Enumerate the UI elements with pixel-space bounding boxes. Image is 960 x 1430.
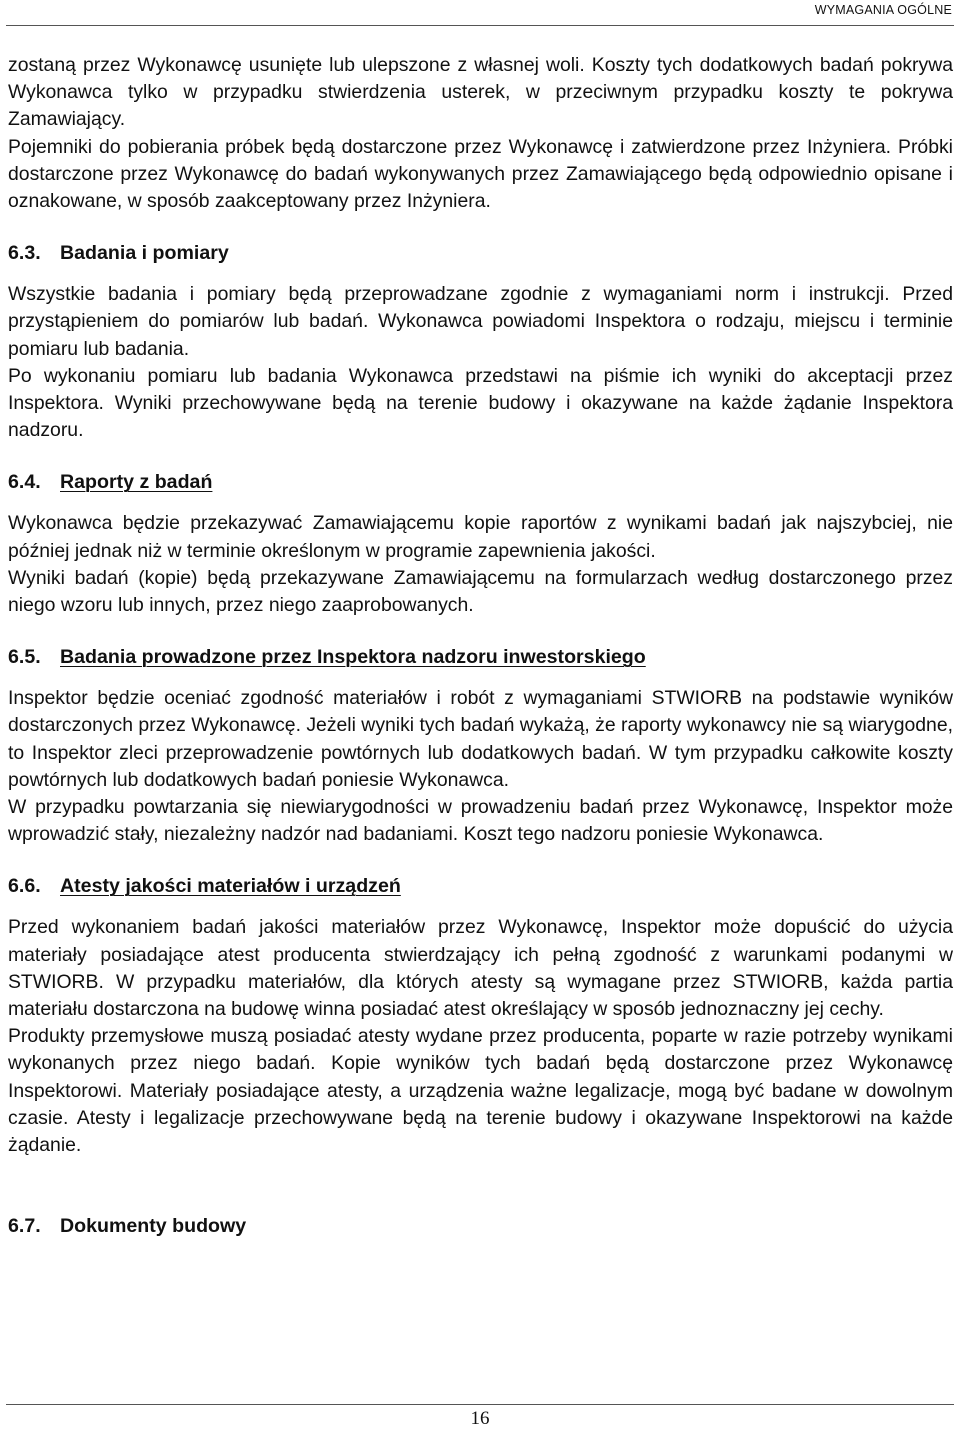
section-number: 6.3. <box>8 242 41 265</box>
section-6-4-paragraph-1: Wykonawca będzie przekazywać Zamawiającemu kopie raportów z wynikami badań jak najszybciej, nie później jednak niż w terminie określonym w programie zapewnienia jakości. <box>8 512 953 562</box>
section-6-5-paragraph-1: Inspektor będzie oceniać zgodność materiałów i robót z wymaganiami STWIORB na podstawie wyników dostarczonych przez Wykonawcę. Jeżeli wyniki tych badań wykażą, że raporty wykonawcy nie są wiarygodne, to Inspektor zleci przeprowadzenie powtórnych lub dodatkowych badań. W tym przypadku całkowite koszty powtórnych lub dodatkowych badań poniesie Wykonawca. <box>8 687 953 791</box>
section-number: 6.4. <box>8 471 41 494</box>
section-title: Raporty z badań <box>60 471 213 494</box>
section-title: Badania i pomiary <box>60 242 229 265</box>
section-6-6-paragraph-2: Produkty przemysłowe muszą posiadać atesty wydane przez producenta, poparte w razie potrzeby wynikami wykonanych przez niego badań. Kopie wyników tych badań będą dostarczone przez Wykonawcę Inspektorowi. Materiały posiadające atesty, a urządzenia ważne legalizacje, mogą być badane w dowolnym czasie. Atesty i legalizacje przechowywane będą na terenie budowy i okazywane Inspektorowi na każde żądanie. <box>8 1025 953 1157</box>
running-header: WYMAGANIA OGÓLNE <box>814 3 952 17</box>
intro-paragraph-2: Pojemniki do pobierania próbek będą dostarczone przez Wykonawcę i zatwierdzone przez Inżyniera. Próbki dostarczone przez Wykonawcę do badań wykonywanych przez Zamawiającego będą odpowiednio opisane i oznakowane, w sposób zaakceptowany przez Inżyniera. <box>8 135 953 213</box>
section-heading-6-6 <box>8 873 953 900</box>
section-heading-6-3 <box>8 240 953 267</box>
section-6-3-paragraph-2: Po wykonaniu pomiaru lub badania Wykonawca przedstawi na piśmie ich wyniki do akceptacji przez Inspektora. Wyniki przechowywane będą na terenie budowy i okazywane na każde żądanie Inspektora nadzoru. <box>8 364 953 442</box>
section-title: Atesty jakości materiałów i urządzeń <box>60 875 401 898</box>
page-number: 16 <box>470 1408 490 1429</box>
section-6-4-paragraph-2: Wyniki badań (kopie) będą przekazywane Zamawiającemu na formularzach według dostarczonego przez niego wzoru lub innych, przez niego zaaprobowanych. <box>8 566 953 617</box>
section-heading-6-4 <box>8 469 953 496</box>
header-divider <box>6 25 954 26</box>
section-number: 6.6. <box>8 875 41 898</box>
footer-divider <box>6 1404 954 1405</box>
section-6-6-paragraph-1: Przed wykonaniem badań jakości materiałów przez Wykonawcę, Inspektor może dopuścić do użycia materiały posiadające atest producenta stwierdzający ich pełną zgodność z warunkami podanymi w STWIORB. W przypadku materiałów, dla których atesty są wymagane przez STWIORB, każda partia materiału dostarczona na budowę winna posiadać atest określający w sposób jednoznaczny jej cechy. <box>8 916 953 1021</box>
intro-paragraph-1: zostaną przez Wykonawcę usunięte lub ulepszone z własnej woli. Koszty tych dodatkowych badań pokrywa Wykonawca tylko w przypadku stwierdzenia usterek, w przeciwnym przypadku koszty te pokrywa Zamawiający. <box>8 54 953 131</box>
page-content <box>8 52 953 1240</box>
section-6-3-paragraph-1: Wszystkie badania i pomiary będą przeprowadzane zgodnie z wymaganiami norm i instrukcji. Przed przystąpieniem do pomiarów lub badań. Wykonawca powiadomi Inspektora o rodzaju, miejscu i terminie pomiaru lub badania. <box>8 283 953 360</box>
section-6-5-paragraph-2: W przypadku powtarzania się niewiarygodności w prowadzeniu badań przez Wykonawcę, Inspektor może wprowadzić stały, niezależny nadzór nad badaniami. Koszt tego nadzoru poniesie Wykonawca. <box>8 796 953 846</box>
section-heading-6-7 <box>8 1213 953 1240</box>
section-number: 6.5. <box>8 646 41 669</box>
section-number: 6.7. <box>8 1215 41 1238</box>
section-title: Badania prowadzone przez Inspektora nadzoru inwestorskiego <box>60 646 646 669</box>
section-heading-6-5 <box>8 644 953 671</box>
section-title: Dokumenty budowy <box>60 1215 247 1238</box>
